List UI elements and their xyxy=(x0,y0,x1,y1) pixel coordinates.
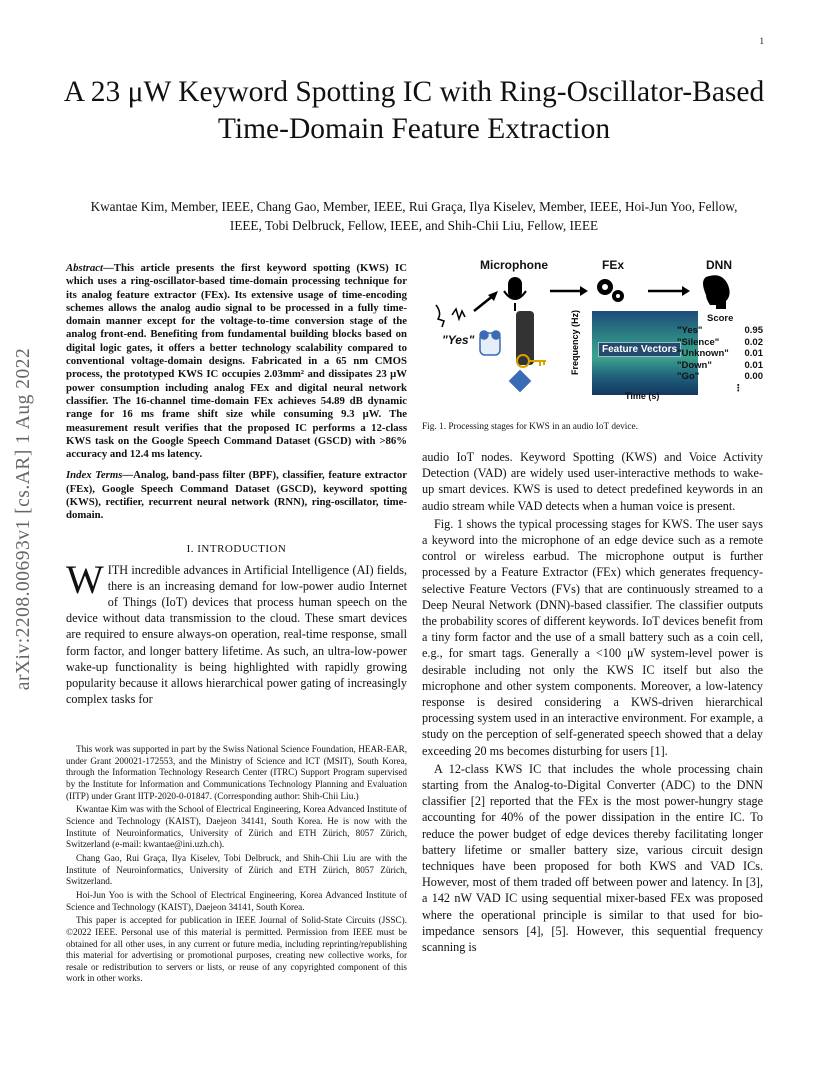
earbuds-icon xyxy=(480,331,500,355)
axis-label-frequency: Frequency (Hz) xyxy=(570,309,580,375)
score-header: Score xyxy=(707,313,734,324)
speaker-icon xyxy=(436,305,465,327)
footnote: Chang Gao, Rui Graça, Ilya Kiselev, Tobi Delbruck, and Shih-Chii Liu are with the Institute of Neuroinformatics, University of Zürich and ETH Zürich, 8057 Zürich, Switzerland. xyxy=(66,852,407,887)
score-row xyxy=(677,360,763,372)
score-word: "Silence" xyxy=(677,336,720,348)
footnote: Hoi-Jun Yoo is with the School of Electrical Engineering, Korea Advanced Institute of Science and Technology (KAIST), Daejeon 34141, South Korea. xyxy=(66,889,407,912)
score-word: "Yes" xyxy=(677,325,703,336)
right-paragraph-2: Fig. 1 shows the typical processing stages for KWS. The user says a keyword into the microphone of an edge device such as a remote control or wireless earbud. The microphone output is further processed by a Feature Extractor (FEx) which generates frequency-selective Feature Vectors (FVs) that are continuously streamed to a Deep Neural Network (DNN)-based classifier. The classifier outputs the probability scores of different keywords. IoT devices benefit from a tiny form factor and the use of a small battery such as a coin cell, e.g., for smart tags. Generally a <100 μW system-level power is desirable including not only the KWS IC itself but also the microphone and other system components. Moreover, a low-latency response is desired considering a KWS-driven hierarchical processing system used in an interactive environment. For example, a study on the perception of self-generated speech showed that a delay exceeding 20 ms becomes disturbing for users [1]. xyxy=(422,516,763,758)
microphone-icon xyxy=(504,277,526,311)
index-terms-text: —Analog, band-pass filter (BPF), classifier, feature extractor (FEx), Google Speech Command Dataset (GSCD), keyword spotting (KWS), rectifier, recurrent neural network (RNN), ring-oscillator, time-domain. xyxy=(66,469,407,522)
page-number: 1 xyxy=(759,36,764,46)
speech-bubble-yes: "Yes" xyxy=(442,333,475,347)
footnote: Kwantae Kim was with the School of Electrical Engineering, Korea Advanced Institute of Science and Technology (KAIST), Daejeon 34141, South Korea. He is now with the Institute of Neuroinformatics, University of Zürich and ETH Zürich, 8057 Zürich, Switzerland (e-mail: kwantae@ini.uzh.ch). xyxy=(66,804,407,850)
paper-title: A 23 μW Keyword Spotting IC with Ring-Oscillator-Based Time-Domain Feature Extraction xyxy=(63,76,765,145)
fig-label-dnn: DNN xyxy=(706,258,732,272)
footnote: This paper is accepted for publication in IEEE Journal of Solid-State Circuits (JSSC). ©2022 IEEE. Personal use of this material is permitted. Permission from IEEE must be obtained for all other uses, in any current or future media, including reprinting/republishing this material for advertising or promotional purposes, creating new collective works, for resale or redistribution to servers or lists, or reuse of any copyrighted component of this work in other works. xyxy=(66,915,407,984)
intro-paragraph xyxy=(66,556,407,708)
figure-1 xyxy=(422,255,763,413)
gear-icon xyxy=(597,279,624,302)
abstract xyxy=(66,262,407,461)
feature-vectors-label: Feature Vectors xyxy=(598,342,681,357)
author-list: Kwantae Kim, Member, IEEE, Chang Gao, Member, IEEE, Rui Graça, Ilya Kiselev, Member, IEEE, Hoi-Jun Yoo, Fellow, IEEE, Tobi Delbruck, Fellow, IEEE, and Shih-Chii Liu, Fellow, IEEE xyxy=(90,199,738,233)
score-word: "Down" xyxy=(677,359,712,371)
smart-tag-icon xyxy=(509,370,532,393)
index-terms-lead: Index Terms xyxy=(66,469,123,482)
score-value: 0.01 xyxy=(744,359,763,371)
left-column xyxy=(66,262,407,707)
score-word: "Unknown" xyxy=(677,348,729,359)
fig-label-fex: FEx xyxy=(602,258,625,272)
score-value: 0.02 xyxy=(744,336,763,348)
score-row xyxy=(677,348,763,360)
score-row xyxy=(677,371,763,383)
right-paragraph-1: audio IoT nodes. Keyword Spotting (KWS) and Voice Activity Detection (VAD) are widely used user-interactive methods to wake-up smart devices. KWS is used to detect predefined keywords in an audio stream while VAD detects when a human voice is present. xyxy=(422,450,763,513)
score-value: 0.01 xyxy=(744,348,763,359)
score-row xyxy=(677,337,763,349)
index-terms xyxy=(66,469,407,522)
drop-cap: W xyxy=(66,556,104,602)
right-column xyxy=(422,255,763,955)
score-ellipsis: ⋮ xyxy=(733,382,743,394)
abstract-lead: Abstract xyxy=(66,262,104,274)
intro-text: ITH incredible advances in Artificial Intelligence (AI) fields, there is an increasing demand for low-power audio Internet of Things (IoT) devices that process human speech on the device without data transmission to the cloud. These smart devices are required to ensure always-on operation, real-time response, small form factor, and longer battery lifetime. As such, an ultra-low-power wake-up functionality is being highlighted with rapidly growing popularity because it allows hierarchical power gating of increasingly complex tasks for xyxy=(66,562,407,707)
figure-1-caption: Fig. 1. Processing stages for KWS in an audio IoT device. xyxy=(422,422,638,432)
right-column-body xyxy=(422,449,763,955)
footnote: This work was supported in part by the Swiss National Science Foundation, HEAR-EAR, under Grant 200021-172553, and the Ministry of Science and ICT (MSIT), South Korea, through the Information Technology Research Center (ITRC) Support Program supervised by the Institute for Information and Communications Technology Planning and Evaluation (IITP) under Grant IITP-2020-0-01847. (Corresponding author: Shih-Chii Liu.) xyxy=(66,744,407,801)
score-word: "Go" xyxy=(677,371,700,382)
score-value: 0.00 xyxy=(744,371,763,382)
score-table xyxy=(677,325,763,394)
score-row xyxy=(677,325,763,337)
score-value: 0.95 xyxy=(744,325,763,336)
footnotes xyxy=(66,744,407,987)
abstract-text: —This article presents the first keyword spotting (KWS) IC which uses a ring-oscillator-based time-domain processing technique for its analog feature extractor (FEx). Its extensive usage of time-encoding schemes allows the analog audio signal to be processed in a fully time-domain manner except for the voltage-to-time conversion stage of the analog front-end. Benefiting from fundamental building blocks based on digital logic gates, it offers a better technology scalability compared to conventional voltage-domain designs. Fabricated in a 65 nm CMOS process, the prototyped KWS IC occupies 2.03mm² and dissipates 23 μW power consumption including analog FEx and digital neural network classifier. The 16-channel time-domain FEx achieves 54.89 dB dynamic range for 16 ms frame shift size while consuming 9.3 μW. The measurement result verifies that the proposed IC performs a 12-class KWS task on the Google Speech Command Dataset (GSCD) with >86% accuracy and 12.4 ms latency. xyxy=(66,262,407,461)
fig-label-microphone: Microphone xyxy=(480,258,548,272)
brain-head-icon xyxy=(703,275,730,309)
axis-label-time: Time (s) xyxy=(625,391,660,401)
right-paragraph-3: A 12-class KWS IC that includes the whole processing chain starting from the Analog-to-Digital Converter (ADC) to the DNN classifier [2] reported that the FEx is the most power-hungry stage accounting for 40% of the power dissipation in the entire IC. To reduce the power budget of edge devices thereby facilitating longer battery lifetime or smaller battery size, various circuit design techniques have been proposed for both KWS and VAD ICs. However, most of them traded off between power and latency. In [3], a 142 nW VAD IC using sequential mixer-based FEx was proposed where the operational principle is similar to that used for bio-impedance sensors [4], [5]. However, this sequential frequency scanning is xyxy=(422,761,763,955)
section-heading-introduction: I. INTRODUCTION xyxy=(186,542,287,555)
arxiv-identifier[interactable]: arXiv:2208.00693v1 [cs.AR] 1 Aug 2022 xyxy=(13,347,34,691)
